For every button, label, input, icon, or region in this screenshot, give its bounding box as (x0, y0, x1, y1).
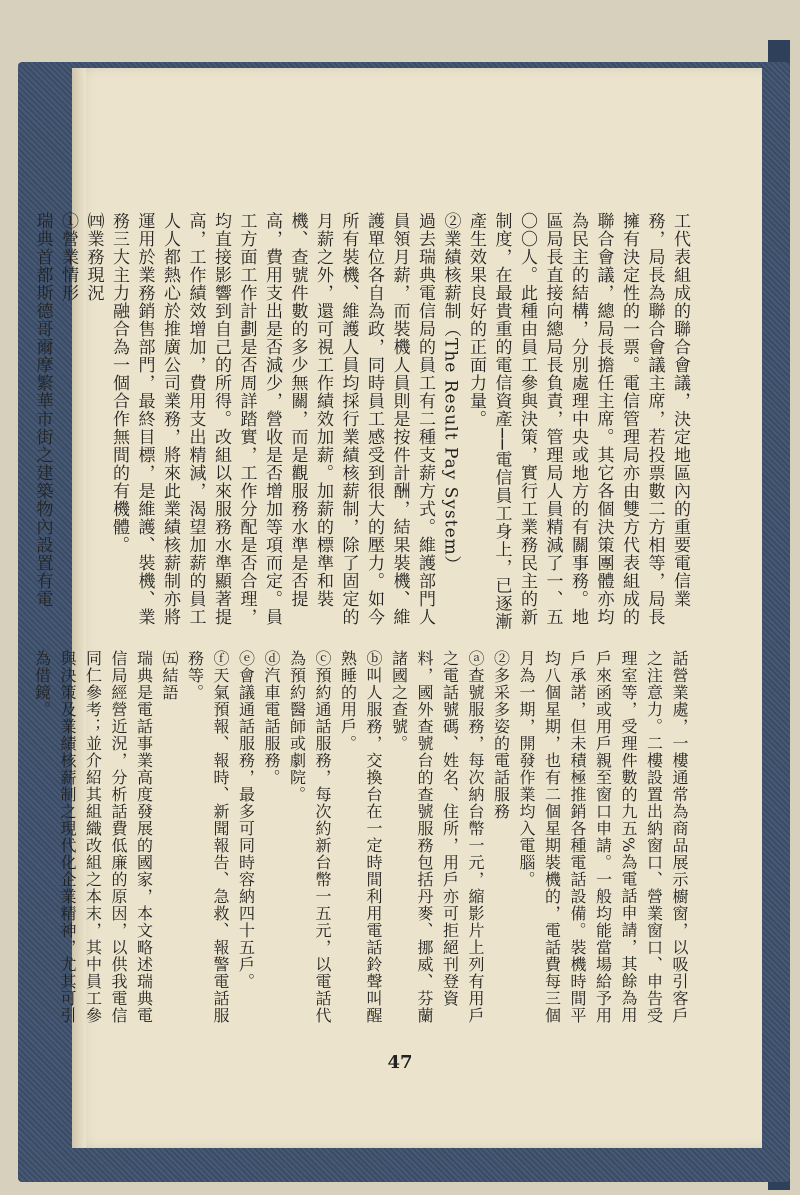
page-number: 47 (387, 1052, 413, 1073)
bottom-text-block: 話營業處，一樓通常為商品展示櫥窗，以吸引客戶之注意力。二樓設置出納窗口、營業窗口、申告受理室等，受理件數的九五%為電話申請，其餘為用戶來函或用戶親至窗口申請。一般均能當場給予用戶承諾，但未積極推銷各種電話設備。裝機時間平均八個星期，也有二個星期裝機的，電話費每三個月為一期，開發作業均入電腦。 ②多采多姿的電話服務 ⓐ查號服務，每次納台幣一元，縮影片上列有用戶之電話號碼、姓名、住所，用戶亦可拒絕刊登資料，國外查號台的查號服務包括丹麥、挪威、芬蘭諸國之查號。 ⓑ叫人服務，交換台在一定時間利用電話鈴聲叫醒熟睡的用戶。 ⓒ預約通話服務，每次約新台幣一五元，以電話代為預約醫師或劇院。 ⓓ汽車電話服務。 ⓔ會議通話服務，最多可同時容納四十五戶。 ⓕ天氣預報、報時、新聞報告、急救、報警電話服務等。 ㈤結語 瑞典是電話事業高度發展的國家，本文略述瑞典電信局經營近況，分析話費低廉的原因，以供我電信同仁參考；並介紹其組織改組之本末，其中員工參與決策及業績核薪制之現代化企業精神，尤其可引為借鏡。 (32, 650, 689, 1024)
top-text-block: 工代表組成的聯合會議，決定地區內的重要電信業務，局長為聯合會議主席，若投票數二方相等，局長擁有決定性的一票。電信管理局亦由雙方代表組成的聯合會議，總局長擔任主席。其它各個決策團體亦均為民主的結構，分別處理中央或地方的有關事務。地區局長直接向總局長負責，管理局人員精減了一、五〇〇人。此種由員工參與決策，實行工業務民主的新制度，在最貴重的電信資產──電信員工身上，已逐漸產生效果良好的正面力量。 ②業績核薪制（The Result Pay System） 過去瑞典電信局的員工有二種支薪方式。維護部門人員領月薪，而裝機人員則是按件計酬，結果裝機、維護單位各自為政，同時員工感受到很大的壓力。如今所有裝機、維護人員均採行業績核薪制，除了固定的月薪之外，還可視工作績效加薪。加薪的標準和裝機、查號件數的多少無關，而是觀服務水準是否提高，費用支出是否減少，營收是否增加等項而定。員工方面工作計劃是否周詳踏實，工作分配是否合理，均直接影響到自己的所得。改組以來服務水準顯著提高，工作績效增加，費用支出精減，渴望加薪的員工人人都熱心於推廣公司業務，將來此業績核薪制亦將運用於業務銷售部門，最終目標，是維護、裝機、業務三大主力融合為一個合作無間的有機體。 ㈣業務現況 ①營業情形 瑞典首都斯德哥爾摩繁華市街之建築物內設置有電 (32, 212, 690, 631)
